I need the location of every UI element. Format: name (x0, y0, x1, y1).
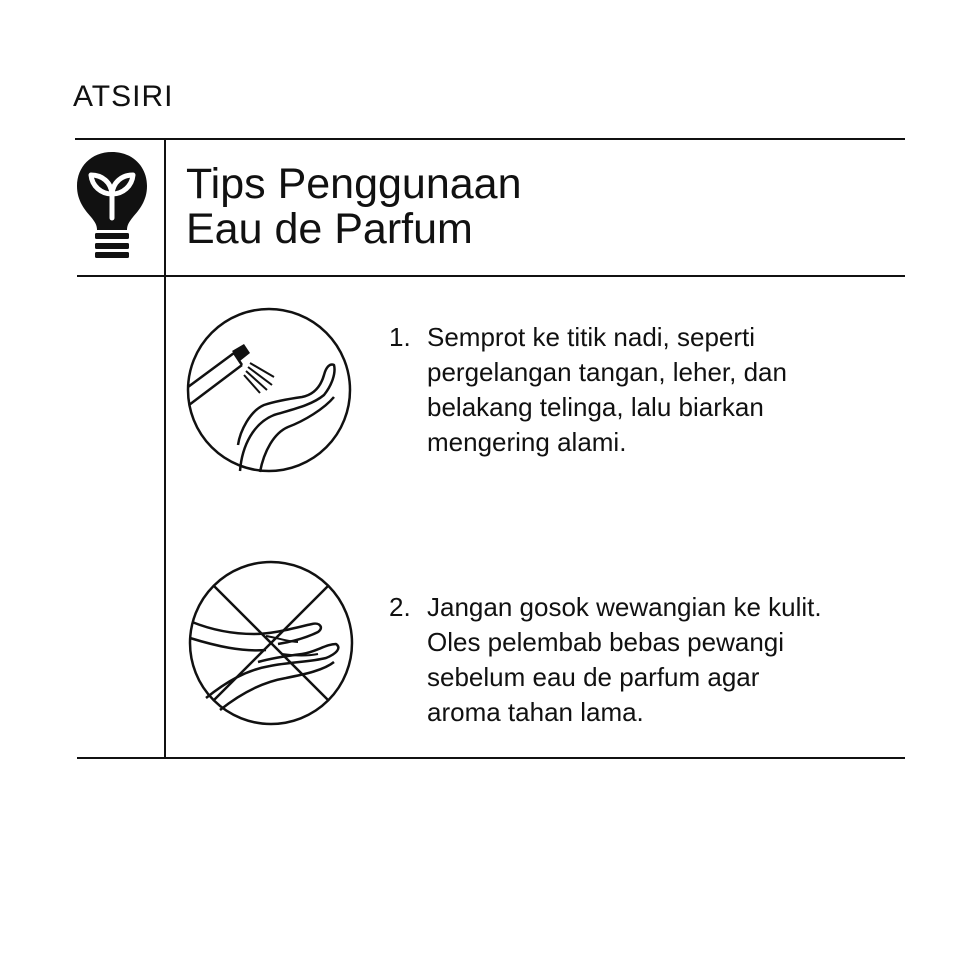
step-number: 2. (389, 592, 411, 622)
spray-on-wrist-icon (184, 305, 354, 475)
step-line: Jangan gosok wewangian ke kulit. (427, 592, 822, 622)
top-divider (75, 138, 905, 140)
step-2 (389, 590, 822, 730)
no-rubbing-wrists-icon (186, 558, 356, 728)
step-number: 1. (389, 322, 411, 352)
step-text (427, 590, 822, 730)
step-line: belakang telinga, lalu biarkan (427, 392, 764, 422)
step-line: sebelum eau de parfum agar (427, 662, 760, 692)
bottom-divider (77, 757, 905, 759)
step-line: Oles pelembab bebas pewangi (427, 627, 785, 657)
page-title (186, 162, 522, 252)
column-divider (164, 139, 166, 759)
step-line: mengering alami. (427, 427, 627, 457)
step-line: pergelangan tangan, leher, dan (427, 357, 787, 387)
step-1 (389, 320, 787, 460)
brand-logo: ATSIRI (73, 80, 174, 113)
step-line: Semprot ke titik nadi, seperti (427, 322, 756, 352)
title-line-2: Eau de Parfum (186, 205, 473, 253)
step-text (427, 320, 787, 460)
lightbulb-sprout-icon (74, 150, 150, 258)
title-line-1: Tips Penggunaan (186, 160, 522, 208)
header-divider (77, 275, 905, 277)
step-line: aroma tahan lama. (427, 697, 644, 727)
